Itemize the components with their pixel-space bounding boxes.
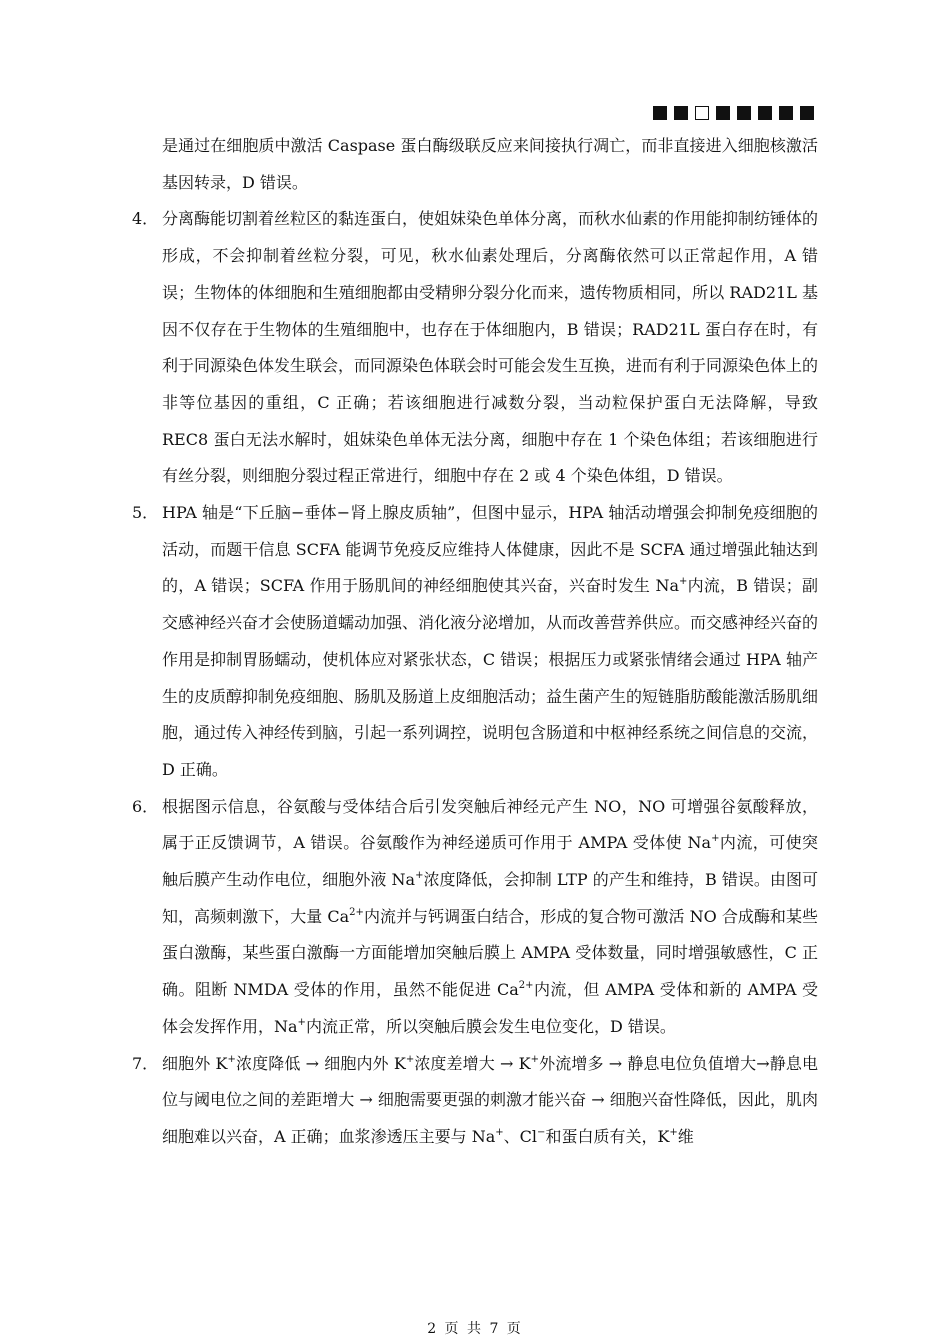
item-text-segment: 浓度降低 → 细胞内外 K: [235, 1053, 406, 1073]
item-text-segment: 浓度差增大 → K: [414, 1053, 531, 1073]
item-text-segment: HPA 轴是“下丘脑−垂体−肾上腺皮质轴”，但图中显示，HPA 轴活动增强会抑制免疫细胞的活动，而题干信息 SCFA 能调节免疫反应维持人体健康，因此不是 SCFA 通过增强此轴达到的，A 错误；SCFA 作用于肠肌间的神经细胞使其兴奋，兴奋时发生 Na: [162, 503, 818, 596]
header-mark: [737, 106, 751, 120]
superscript: +: [678, 576, 688, 588]
header-mark: [695, 106, 709, 120]
item-text-segment: 内流，可使突触后膜产生动作电位，细胞外液 Na: [162, 833, 818, 890]
superscript: +: [711, 833, 720, 845]
item-text-segment: 内流，B 错误；副交感神经兴奋才会使肠道蠕动加强、消化液分泌增加，从而改善营养供应。而交感神经兴奋的作用是抑制胃肠蠕动，使机体应对紧张状态，C 错误；根据压力或紧张情绪会通过 HPA 轴产生的皮质醇抑制免疫细胞、肠肌及肠道上皮细胞活动；益生菌产生的短链脂肪酸能激活肠肌细胞，通过传入神经传到脑，引起一系列调控，说明包含肠道和中枢神经系统之间信息的交流，D 正确。: [162, 576, 819, 779]
header-mark: [800, 106, 814, 120]
superscript: 2+: [349, 906, 364, 918]
item-text-segment: 、Cl: [503, 1126, 538, 1146]
item-text-segment: 内流并与钙调蛋白结合，形成的复合物可激活 NO 合成酶和某些蛋白激酶，某些蛋白激酶一方面能增加突触后膜上 AMPA 受体数量，同时增强敏感性，C 正确。阻断 NMDA 受体的作用，虽然不能促进 Ca: [162, 906, 818, 1000]
header-marks: [653, 106, 814, 120]
superscript: −: [537, 1126, 546, 1138]
superscript: +: [227, 1053, 236, 1065]
superscript: 2+: [518, 980, 534, 992]
item-number: 4．: [132, 209, 159, 229]
answer-explanations: [130, 128, 818, 1156]
header-mark: [758, 106, 772, 120]
item-text-segment: 内流，但 AMPA 受体和新的 AMPA 受体会发挥作用，Na: [162, 980, 818, 1036]
answer-item-6: [130, 789, 818, 1046]
header-mark: [674, 106, 688, 120]
header-mark: [716, 106, 730, 120]
header-mark: [779, 106, 793, 120]
continuation-paragraph: 是通过在细胞质中激活 Caspase 蛋白酶级联反应来间接执行凋亡，而非直接进入细胞核激活基因转录，D 错误。: [162, 136, 818, 192]
item-text-segment: 内流正常，所以突触后膜会发生电位变化，D 错误。: [305, 1016, 676, 1036]
item-number: 6．: [132, 796, 159, 816]
superscript: +: [669, 1126, 678, 1138]
item-text-segment: 浓度降低，会抑制 LTP 的产生和维持，B 错误。由图可知，高频刺激下，大量 Ca: [162, 870, 818, 926]
superscript: +: [297, 1016, 306, 1028]
superscript: +: [530, 1053, 540, 1065]
superscript: +: [495, 1126, 504, 1138]
item-text: 分离酶能切割着丝粒区的黏连蛋白，使姐妹染色单体分离，而秋水仙素的作用能抑制纺锤体的形成，不会抑制着丝粒分裂，可见，秋水仙素处理后，分离酶依然可以正常起作用，A 错误；生物体的体细胞和生殖细胞都由受精卵分裂分化而来，遗传物质相同，所以 RAD21L 基因不仅存在于生物体的生殖细胞中，也存在于体细胞内，B 错误；RAD21L 蛋白存在时，有利于同源染色体发生联会，而同源染色体联会时可能会发生互换，进而有利于同源染色体上的非等位基因的重组，C 正确；若该细胞进行减数分裂，当动粒保护蛋白无法降解，导致 REC8 蛋白无法水解时，姐妹染色单体无法分离，细胞中存在 1 个染色体组；若该细胞进行有丝分裂，则细胞分裂过程正常进行，细胞中存在 2 或 4 个染色体组，D 错误。: [162, 209, 819, 486]
page-number: 2 页 共 7 页: [427, 1321, 523, 1337]
item-text-segment: 维: [677, 1126, 694, 1146]
item-text-segment: 外流增多 → 静息电位负值增大→静息电位与阈电位之间的差距增大 → 细胞需要更强的刺激才能兴奋 → 细胞兴奋性降低，因此，肌肉细胞难以兴奋，A 正确；血浆渗透压主要与 Na: [162, 1053, 818, 1146]
item-text-segment: 根据图示信息，谷氨酸与受体结合后引发突触后神经元产生 NO，NO 可增强谷氨酸释放，属于正反馈调节，A 错误。谷氨酸作为神经递质可作用于 AMPA 受体使 Na: [162, 796, 818, 853]
answer-item-5: [130, 495, 818, 789]
answer-item-7: [130, 1046, 818, 1156]
superscript: +: [415, 870, 424, 882]
superscript: +: [405, 1053, 415, 1065]
item-number: 5．: [132, 503, 159, 523]
header-mark: [653, 106, 667, 120]
item-text-segment: 和蛋白质有关，K: [545, 1126, 670, 1146]
answer-item-4: [130, 201, 818, 495]
item-text-segment: 细胞外 K: [162, 1053, 228, 1073]
item-number: 7．: [132, 1053, 159, 1073]
